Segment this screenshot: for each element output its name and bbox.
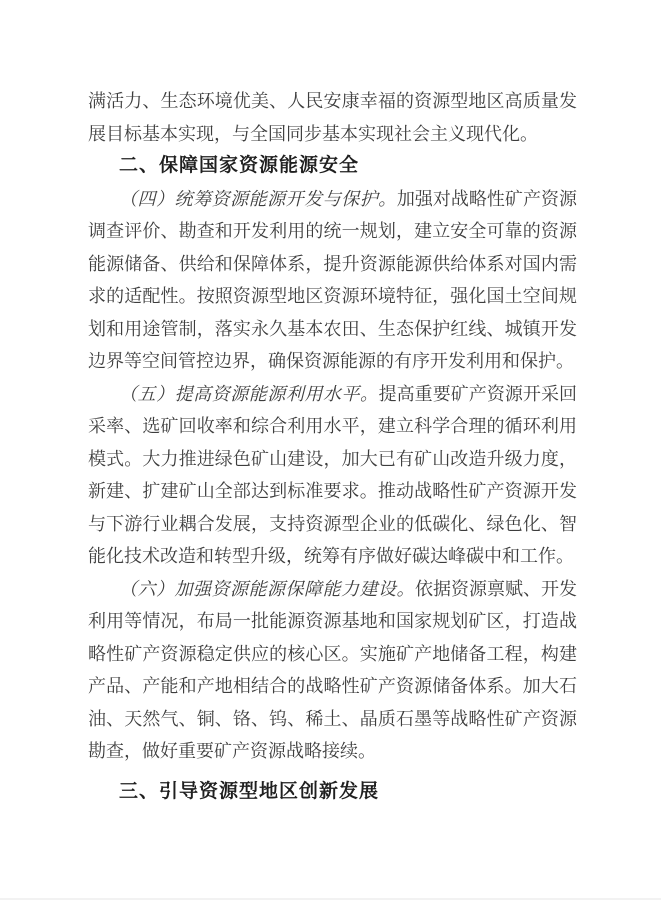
paragraph-item-4	[88, 183, 577, 378]
paragraph-item-4-text: 加强对战略性矿产资源调查评价、勘查和开发利用的统一规划，建立安全可靠的资源能源储备、供给和保障体系，提升资源能源供给体系对国内需求的适配性。按照资源型地区资源环境特征，强化国土空间规划和用途管制，落实永久基本农田、生态保护红线、城镇开发边界等空间管控边界，确保资源能源的有序开发利用和保护。	[88, 188, 577, 371]
paragraph-item-6	[88, 573, 577, 768]
paragraph-item-5-text: 提高重要矿产资源开采回采率、选矿回收率和综合利用水平，建立科学合理的循环利用模式。大力推进绿色矿山建设，加大已有矿山改造升级力度，新建、扩建矿山全部达到标准要求。推动战略性矿产资源开发与下游行业耦合发展，支持资源型企业的低碳化、绿色化、智能化技术改造和转型升级，统筹有序做好碳达峰碳中和工作。	[88, 383, 578, 566]
paragraph-item-6-text: 依据资源禀赋、开发利用等情况，布局一批能源资源基地和国家规划矿区，打造战略性矿产资源稳定供应的核心区。实施矿产地储备工程，构建产品、产能和产地相结合的战略性矿产资源储备体系。加大石油、天然气、铜、铬、钨、稀土、晶质石墨等战略性矿产资源勘查，做好重要矿产资源战略接续。	[88, 578, 577, 761]
paragraph-item-4-lead: （四）统筹资源能源开发与保护。	[119, 188, 397, 209]
intro-paragraph-continuation: 满活力、生态环境优美、人民安康幸福的资源型地区高质量发展目标基本实现，与全国同步基本实现社会主义现代化。	[88, 91, 577, 144]
section-heading-3: 三、引导资源型地区创新发展	[119, 780, 380, 802]
paragraph-item-5	[88, 378, 577, 573]
paragraph-item-5-lead: （五）提高资源能源利用水平。	[119, 383, 379, 404]
paragraph-item-6-lead: （六）加强资源能源保障能力建设。	[119, 578, 415, 599]
section-heading-2: 二、保障国家资源能源安全	[119, 155, 360, 176]
